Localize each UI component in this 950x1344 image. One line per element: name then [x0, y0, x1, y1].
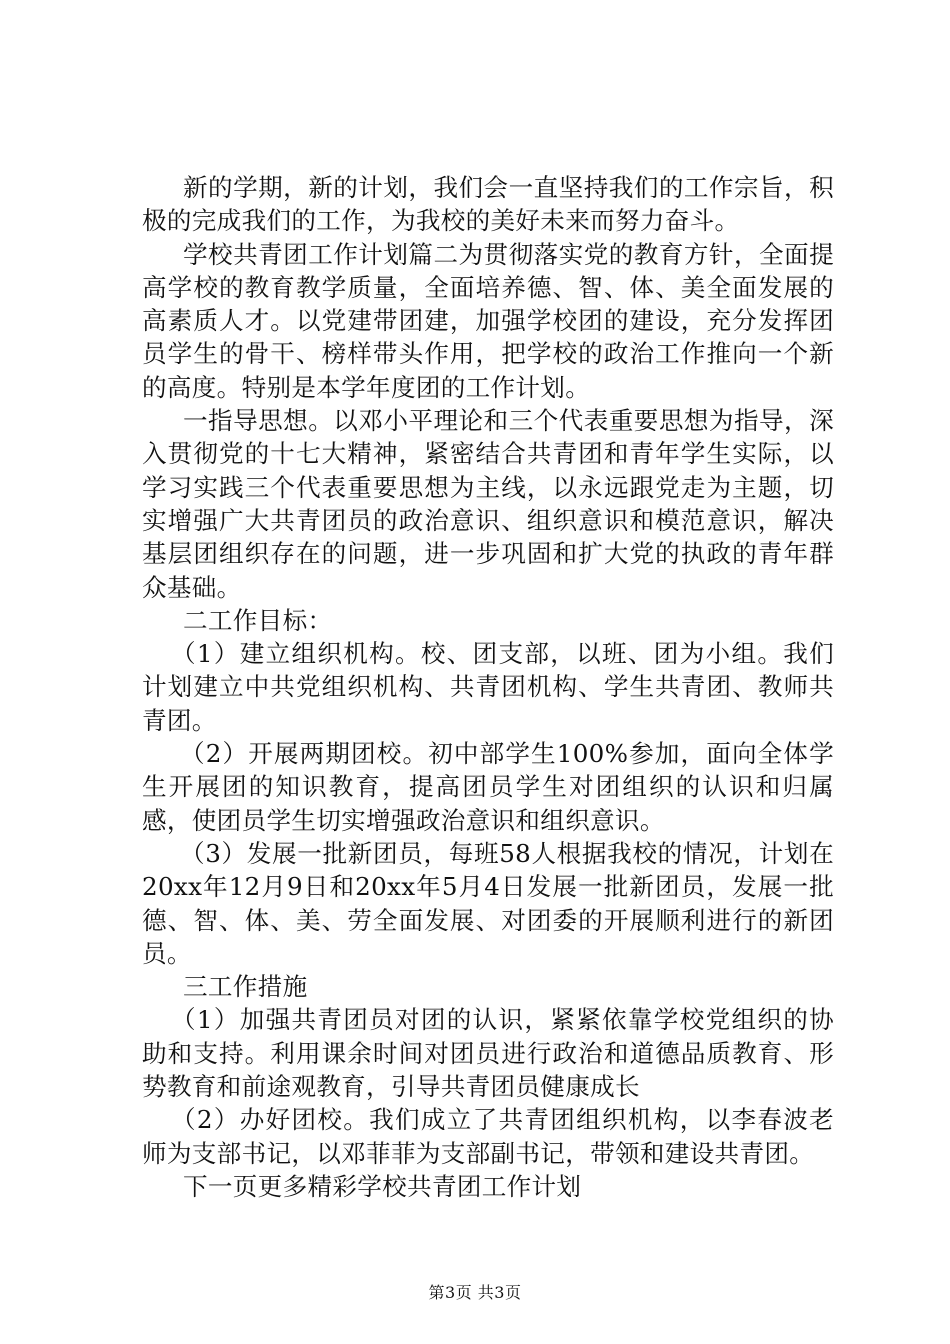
- paragraph-measure-1: （1）加强共青团员对团的认识，紧紧依靠学校党组织的协助和支持。利用课余时间对团员进行政治和道德品质教育、形势教育和前途观教育，引导共青团员健康成长: [142, 1005, 834, 1102]
- heading-work-measures: 三工作措施: [183, 972, 308, 1002]
- paragraph-intro: 新的学期，新的计划，我们会一直坚持我们的工作宗旨，积极的完成我们的工作，为我校的美好未来而努力奋斗。: [142, 173, 834, 236]
- paragraph-next-page: 下一页更多精彩学校共青团工作计划: [183, 1171, 582, 1201]
- page-number-footer: 第3页 共3页: [428, 1283, 522, 1302]
- heading-work-goals: 二工作目标：: [183, 605, 333, 635]
- paragraph-goal-2: （2）开展两期团校。初中部学生100%参加，面向全体学生开展团的知识教育，提高团员学生对团组织的认识和归属感，使团员学生切实增强政治意识和组织意识。: [142, 739, 834, 835]
- paragraph-goal-3: （3）发展一批新团员，每班58人根据我校的情况，计划在20xx年12月9日和20xx年5月4日发展一批新团员，发展一批德、智、体、美、劳全面发展、对团委的开展顺利进行的新团员。: [142, 838, 834, 968]
- document-body: [142, 171, 834, 1203]
- paragraph-measure-2: （2）办好团校。我们成立了共青团组织机构，以李春波老师为支部书记，以邓菲菲为支部副书记，带领和建设共青团。: [142, 1105, 834, 1168]
- paragraph-goal-1: （1）建立组织机构。校、团支部，以班、团为小组。我们计划建立中共党组织机构、共青团机构、学生共青团、教师共青团。: [142, 639, 834, 735]
- paragraph-plan-two: 学校共青团工作计划篇二为贯彻落实党的教育方针，全面提高学校的教育教学质量，全面培养德、智、体、美全面发展的高素质人才。以党建带团建，加强学校团的建设，充分发挥团员学生的骨干、榜样带头作用，把学校的政治工作推向一个新的高度。特别是本学年度团的工作计划。: [142, 239, 834, 402]
- paragraph-guiding-thought: 一指导思想。以邓小平理论和三个代表重要思想为指导，深入贯彻党的十七大精神，紧密结合共青团和青年学生实际，以学习实践三个代表重要思想为主线，以永远跟党走为主题，切实增强广大共青团员的政治意识、组织意识和模范意识，解决基层团组织存在的问题，进一步巩固和扩大党的执政的青年群众基础。: [142, 406, 834, 602]
